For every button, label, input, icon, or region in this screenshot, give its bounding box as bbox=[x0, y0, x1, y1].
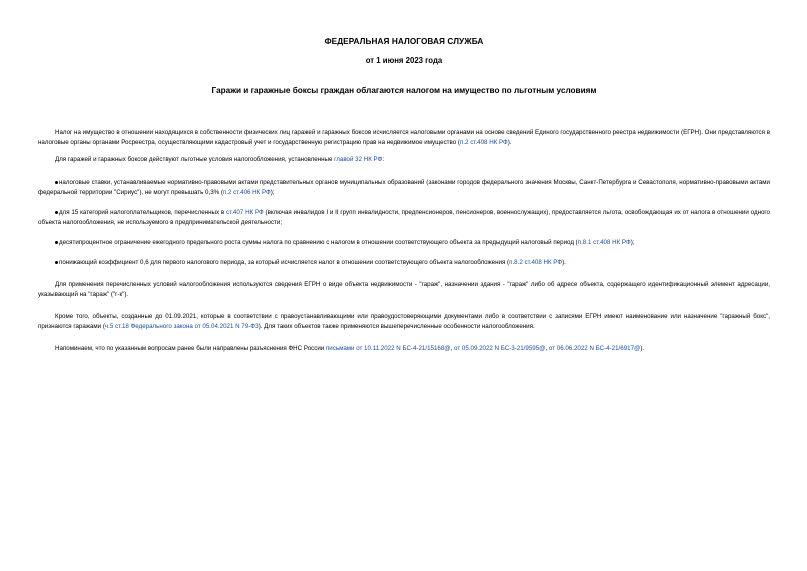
paragraph-2 bbox=[38, 155, 770, 165]
paragraph-text: Кроме того, объекты, созданные до 01.09.2021, которые в соответствии с правоустанавливающими или правоудостоверяющими документами либо в соответствии с записями ЕГРН имеют наименование или назначение "гаражный бокс", признаются гаражами ( bbox=[38, 313, 770, 330]
law-link[interactable]: ст.407 НК РФ bbox=[225, 209, 264, 216]
document-body bbox=[38, 128, 770, 366]
paragraph-text: ). bbox=[640, 345, 645, 352]
paragraph-1 bbox=[38, 128, 770, 148]
law-link[interactable]: п.2 ст.408 НК РФ bbox=[459, 139, 508, 146]
organization-heading: ФЕДЕРАЛЬНАЯ НАЛОГОВАЯ СЛУЖБА bbox=[324, 37, 484, 46]
law-link[interactable]: ч.5 ст.18 bbox=[104, 323, 129, 330]
bullet-text: ). bbox=[562, 259, 566, 266]
bullet-text: десятипроцентное ограничение ежегодного предельного роста суммы налога по сравнению с налогом в отношении соответствующего объекта за предыдущий налоговый период ( bbox=[59, 239, 578, 246]
letter-link[interactable]: от 06.06.2022 N БС-4-21/6917@ bbox=[548, 345, 641, 352]
paragraph-text: : bbox=[382, 156, 385, 163]
bullet-icon bbox=[55, 261, 58, 264]
law-link[interactable]: п.8.2 ст.408 НК РФ bbox=[509, 259, 563, 266]
bullet-text: понижающий коэффициент 0,6 для первого налогового периода, за который исчисляется налог в отношении соответствующего объекта налогообложения ( bbox=[59, 259, 510, 266]
bullet-text: ); bbox=[270, 189, 275, 196]
bullet-icon bbox=[55, 181, 58, 184]
bullet-item-4 bbox=[38, 258, 770, 268]
paragraph-text: , bbox=[545, 345, 549, 352]
paragraph-text: ). Для таких объектов также применяются вышеперечисленные особенности налогообложения. bbox=[258, 323, 535, 330]
paragraph-text: ). bbox=[507, 139, 512, 146]
bullet-text: ); bbox=[630, 239, 635, 246]
document-page bbox=[38, 0, 770, 571]
letter-link[interactable]: от 05.09.2022 N БС-3-21/9595@ bbox=[454, 345, 546, 352]
paragraph-text: Налог на имущество в отношении находящихся в собственности физических лиц гаражей и гаражных боксов исчисляется налоговыми органами на основе сведений Единого государственного реестра недвижимости (ЕГРН). Они представляются в налоговые органы органами Росреестра, осуществляющими кадастровый учет и государственную регистрацию прав на недвижимое имущество ( bbox=[38, 129, 770, 146]
paragraph-text: Для применения перечисленных условий налогообложения используются сведения ЕГРН о виде объекта недвижимости - "гараж", назначении здания - "гараж" либо об адресе объекта, содержащего идентификационный элемент адресации, указывающий на "гараж" ("г-к"). bbox=[38, 281, 770, 298]
bullet-text: (включая инвалидов I и II групп инвалидности, предпенсионеров, пенсионеров, военнослужащих), предоставляется льгота, освобождающая их от налога в отношении одного объекта налогообложения, не используемого в предпринимательской деятельности; bbox=[38, 209, 770, 226]
paragraph-text: Напоминаем, что по указанным вопросам ранее были направлены разъяснения ФНС России bbox=[55, 345, 326, 352]
paragraph-4 bbox=[38, 312, 770, 332]
law-link[interactable]: п.2 ст.406 НК РФ bbox=[222, 189, 271, 196]
document-title: Гаражи и гаражные боксы граждан облагаются налогом на имущество по льготным условиям bbox=[211, 86, 597, 95]
bullet-text: налоговые ставки, устанавливаемые нормативно-правовыми актами представительных органов муниципальных образований (законами городов федерального значения Москвы, Санкт-Петербурга и Севастополя, нормативно-правовыми актами федеральной территории "Сириус"), не могут превышать 0,3% ( bbox=[38, 179, 770, 196]
paragraph-text: Для гаражей и гаражных боксов действуют льготные условия налогообложения, установленные bbox=[55, 156, 335, 163]
law-link[interactable]: Федерального закона от 05.04.2021 N 79-ФЗ bbox=[130, 323, 259, 330]
letter-link[interactable]: письмами от 10.11.2022 N БС-4-21/15168@ bbox=[325, 345, 451, 352]
bullet-item-1 bbox=[38, 178, 770, 198]
paragraph-5 bbox=[38, 344, 770, 354]
bullet-item-2 bbox=[38, 208, 770, 228]
law-link[interactable]: п.8.1 ст.408 НК РФ bbox=[577, 239, 631, 246]
document-date: от 1 июня 2023 года bbox=[365, 56, 443, 65]
bullet-icon bbox=[55, 211, 58, 214]
law-link[interactable]: главой 32 НК РФ bbox=[334, 156, 383, 163]
bullet-text: для 15 категорий налогоплательщиков, перечисленных в bbox=[59, 209, 226, 216]
bullet-item-3 bbox=[38, 238, 770, 248]
paragraph-3 bbox=[38, 280, 770, 300]
paragraph-text: , bbox=[450, 345, 455, 352]
bullet-icon bbox=[55, 241, 58, 244]
